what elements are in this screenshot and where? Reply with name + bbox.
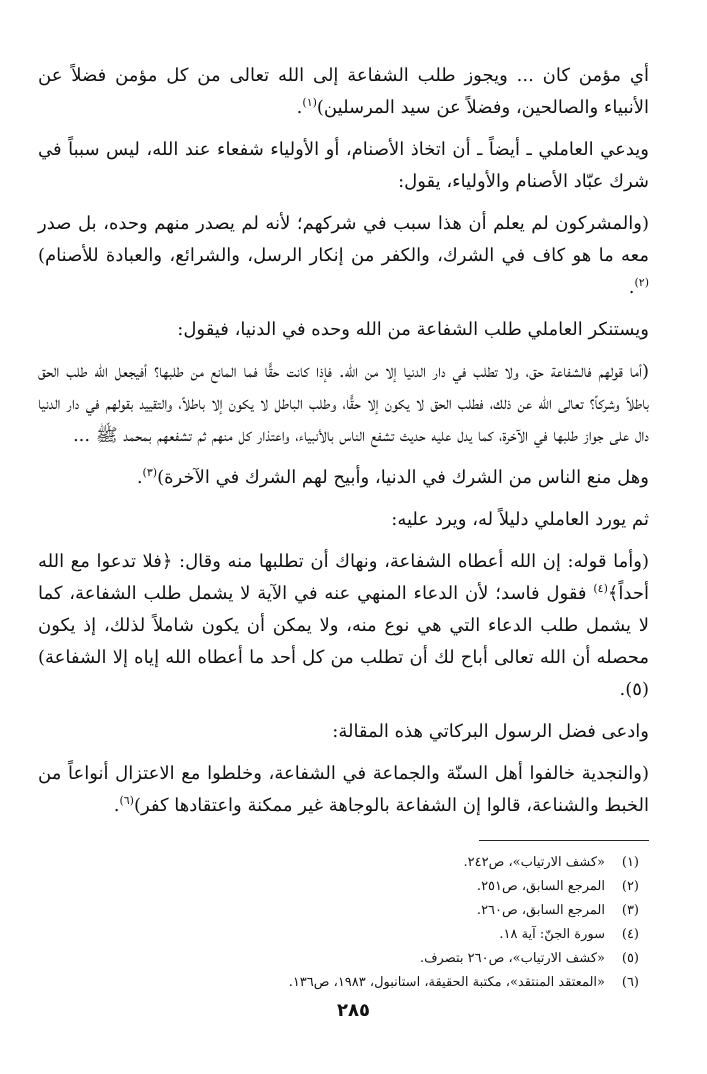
footnote-text: المرجع السابق، ص٢٦٠. bbox=[476, 903, 605, 918]
footnote-4 bbox=[38, 923, 639, 947]
paragraph-text: ويستنكر العاملي طلب الشفاعة من الله وحده في الدنيا، فيقول: bbox=[177, 319, 649, 340]
paragraph-text: أي مؤمن كان ... ويجوز طلب الشفاعة إلى الله تعالى من كل مؤمن فضلاً عن الأنبياء والصالحين، وفضلاً عن سيد المرسلين) bbox=[38, 65, 649, 118]
paragraph-text: وهل منع الناس من الشرك في الدنيا، وأبيح لهم الشرك في الآخرة) bbox=[157, 467, 649, 488]
footnote-text: سورة الجنّ: آية ١٨. bbox=[499, 927, 605, 942]
paragraph-3 bbox=[38, 208, 649, 304]
paragraph-text: (والنجدية خالفوا أهل السنّة والجماعة في الشفاعة، وخلطوا مع الاعتزال أنواعاً من الخبط والشناعة، قالوا إن الشفاعة بالوجاهة غير ممكنة واعتقادها كفر) bbox=[38, 763, 649, 816]
footnote-number: (٥) bbox=[621, 951, 639, 966]
paragraph-text: ويدعي العاملي ـ أيضاً ـ أن اتخاذ الأصنام، أو الأولياء شفعاء عند الله، ليس سبباً في شرك عبّاد الأصنام والأولياء، يقول: bbox=[38, 139, 649, 192]
footnote-text: المرجع السابق، ص٢٥١. bbox=[476, 879, 605, 894]
page-body bbox=[38, 60, 649, 995]
paragraph-end: . bbox=[136, 467, 143, 488]
footnotes-list bbox=[38, 851, 649, 995]
paragraph-9 bbox=[38, 716, 649, 748]
paragraph-7 bbox=[38, 504, 649, 536]
paragraph-6 bbox=[38, 462, 649, 494]
footnote-ref[interactable]: (٢) bbox=[634, 276, 649, 289]
paragraph-end: . bbox=[628, 277, 635, 298]
footnote-ref[interactable]: (٦) bbox=[119, 794, 134, 807]
footnote-6 bbox=[38, 971, 639, 995]
footnote-ref[interactable]: (٤) bbox=[593, 582, 608, 595]
paragraph-4 bbox=[38, 314, 649, 346]
footnote-5 bbox=[38, 947, 639, 971]
paragraph-end: فقول فاسد؛ لأن الدعاء المنهي عنه في الآية لا يشمل طلب الشفاعة، كما لا يشمل طلب الدعاء التي هي نوع منه، ولا يمكن أن يكون شاملاً لذلك، إذ يكون محصله أن الله تعالى أباح لك أن تطلب من كل أحد ما أعطاه الله إياه إلا الشفاعة)(٥). bbox=[38, 583, 649, 700]
paragraph-end: . bbox=[113, 795, 120, 816]
footnote-ref[interactable]: (١) bbox=[302, 96, 317, 109]
page-number: ٢٨٥ bbox=[337, 1000, 370, 1021]
footnote-1 bbox=[38, 851, 639, 875]
paragraph-end: . bbox=[296, 97, 303, 118]
paragraph-text: (والمشركون لم يعلم أن هذا سبب في شركهم؛ لأنه لم يصدر منهم وحده، بل صدر معه ما هو كاف في الشرك، والكفر من إنكار الرسل، والشرائع، والعبادة للأصنام) bbox=[38, 213, 649, 266]
footnote-2 bbox=[38, 875, 639, 899]
footnote-text: «المعتقد المنتقد»، مكتبة الحقيقة، استانبول، ١٩٨٣، ص١٣٦. bbox=[288, 975, 605, 990]
paragraph-8 bbox=[38, 546, 649, 706]
paragraph-2 bbox=[38, 134, 649, 198]
footnote-text: «كشف الارتياب»، ص٢٤٢. bbox=[463, 855, 605, 870]
footnote-number: (٤) bbox=[621, 927, 639, 942]
footnote-text: «كشف الارتياب»، ص٢٦٠ بتصرف. bbox=[419, 951, 605, 966]
paragraph-1 bbox=[38, 60, 649, 124]
paragraph-10 bbox=[38, 758, 649, 822]
footnote-3 bbox=[38, 899, 639, 923]
paragraph-text: ثم يورد العاملي دليلاً له، ويرد عليه: bbox=[391, 509, 649, 530]
paragraph-5 bbox=[38, 356, 649, 452]
paragraph-text: وادعى فضل الرسول البركاتي هذه المقالة: bbox=[332, 721, 649, 742]
paragraph-text: (أما قولهم فالشفاعة حق، ولا تطلب في دار الدنيا إلا من الله. فإذا كانت حقًّا فما المانع من طلبها؟ أفيجعل الله طلب الحق باطلاً وشركاً؟ تعالى الله عن ذلك، فطلب الحق لا يكون إلا حقًّا، وطلب الباطل لا يكون إلا باطلاً، والتقييد بقولهم في دار الدنيا دال على جواز طلبها في الآخرة، كما يدل عليه حديث تشفع الناس بالأنبياء، واعتذار كل منهم ثم تشفعهم بمحمد ﷺ ... bbox=[38, 361, 649, 446]
footnote-number: (١) bbox=[621, 855, 639, 870]
paragraph-text: (وأما قوله: إن الله أعطاه الشفاعة، ونهاك أن تطلبها منه وقال: ﴿فلا تدعوا مع الله أحداً﴾ bbox=[38, 551, 649, 604]
footnote-number: (٣) bbox=[621, 903, 639, 918]
footnote-divider bbox=[479, 840, 649, 841]
footnote-number: (٢) bbox=[621, 879, 639, 894]
footnote-number: (٦) bbox=[621, 975, 639, 990]
footnote-ref[interactable]: (٣) bbox=[142, 466, 158, 479]
